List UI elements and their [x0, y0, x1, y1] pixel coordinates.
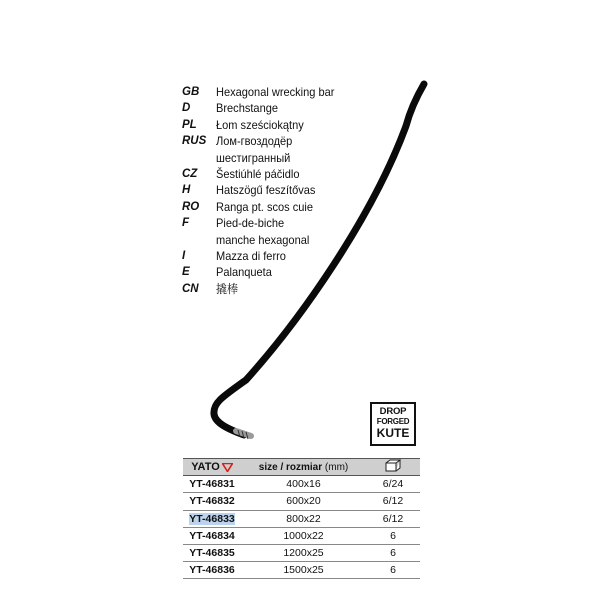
package-qty: 6/24 [382, 478, 404, 491]
lang-code: GB [182, 86, 200, 98]
product-size: 600x20 [286, 495, 321, 508]
name-row-pl [182, 117, 345, 133]
selected-code-text[interactable]: YT-46833 [189, 512, 235, 525]
name-row-e [182, 264, 345, 280]
package-qty: 6 [390, 529, 396, 542]
product-name: Łom sześciokątny [216, 117, 304, 132]
name-row-i [182, 248, 345, 264]
name-row-ro [182, 199, 345, 215]
drop-forged-badge [370, 402, 416, 446]
table-row [183, 510, 420, 527]
package-qty: 6 [390, 564, 396, 577]
lang-code: CZ [182, 168, 198, 181]
size-header-label: size / rozmiar [258, 461, 323, 473]
size-header [241, 459, 366, 476]
product-size: 1200x25 [283, 547, 324, 560]
package-qty: 6/12 [382, 495, 404, 508]
yato-logo [191, 461, 233, 473]
table-row [183, 493, 420, 510]
lang-code: E [182, 266, 190, 279]
name-row-f [182, 215, 345, 231]
size-header-unit: (mm) [324, 461, 349, 473]
product-name: Hatszögű feszítővas [216, 183, 316, 198]
name-row-cz [182, 166, 345, 182]
product-name: Brechstange [216, 101, 278, 116]
product-name: Hexagonal wrecking bar [216, 85, 335, 99]
badge-line-1: DROP [379, 406, 407, 417]
product-code: YT-46836 [189, 564, 235, 577]
product-code: YT-46835 [189, 547, 235, 560]
product-name: Palanqueta [216, 265, 272, 280]
lang-code: H [182, 184, 191, 197]
name-row-rus [182, 133, 345, 149]
product-name: Лом-гвоздодёр [216, 134, 293, 149]
product-name: Šestiúhlé páčidlo [216, 167, 300, 182]
logo-text: YATO [191, 461, 220, 474]
name-row-d [182, 100, 345, 116]
product-code: YT-46831 [189, 478, 235, 491]
product-code: YT-46834 [189, 529, 235, 542]
name-row-h [182, 182, 345, 198]
product-size: 400x16 [286, 478, 321, 491]
product-name-continued: шестигранный [216, 150, 291, 165]
product-size: 800x22 [286, 512, 321, 525]
product-name: Ranga pt. scos cuie [216, 199, 313, 214]
lang-code: D [182, 102, 191, 115]
badge-line-2: FORGED [376, 416, 410, 426]
product-size: 1000x22 [283, 529, 324, 542]
product-name: Pied-de-biche [216, 216, 285, 231]
brand-header [183, 459, 241, 476]
badge-line-3: KUTE [376, 425, 410, 440]
table-row [183, 476, 420, 493]
table-row [183, 544, 420, 561]
name-row-rus-cont [182, 150, 345, 166]
lang-code: I [182, 250, 186, 263]
box-icon [385, 459, 402, 472]
package-qty: 6/12 [382, 512, 404, 525]
lang-code: RO [182, 200, 200, 213]
lang-code: F [182, 217, 190, 230]
lang-code: PL [182, 118, 197, 131]
package-header [366, 459, 420, 476]
product-code: YT-46832 [189, 495, 235, 508]
name-row-cn [182, 281, 345, 297]
product-size: 1500x25 [283, 564, 324, 577]
lang-code: RUS [182, 135, 207, 148]
product-name: Mazza di ferro [216, 249, 286, 264]
spec-table [183, 458, 420, 579]
table-row [183, 562, 420, 579]
name-row-gb [182, 84, 345, 100]
table-header [183, 459, 420, 476]
product-name: 撬棒 [216, 281, 239, 296]
name-row-f-cont [182, 232, 345, 248]
logo-triangle-icon [222, 463, 233, 472]
lang-code: CN [182, 282, 199, 295]
table-row [183, 527, 420, 544]
product-code-selected[interactable] [183, 510, 241, 527]
product-names-list [182, 84, 345, 297]
package-qty: 6 [390, 547, 396, 560]
product-name-continued: manche hexagonal [216, 232, 310, 247]
